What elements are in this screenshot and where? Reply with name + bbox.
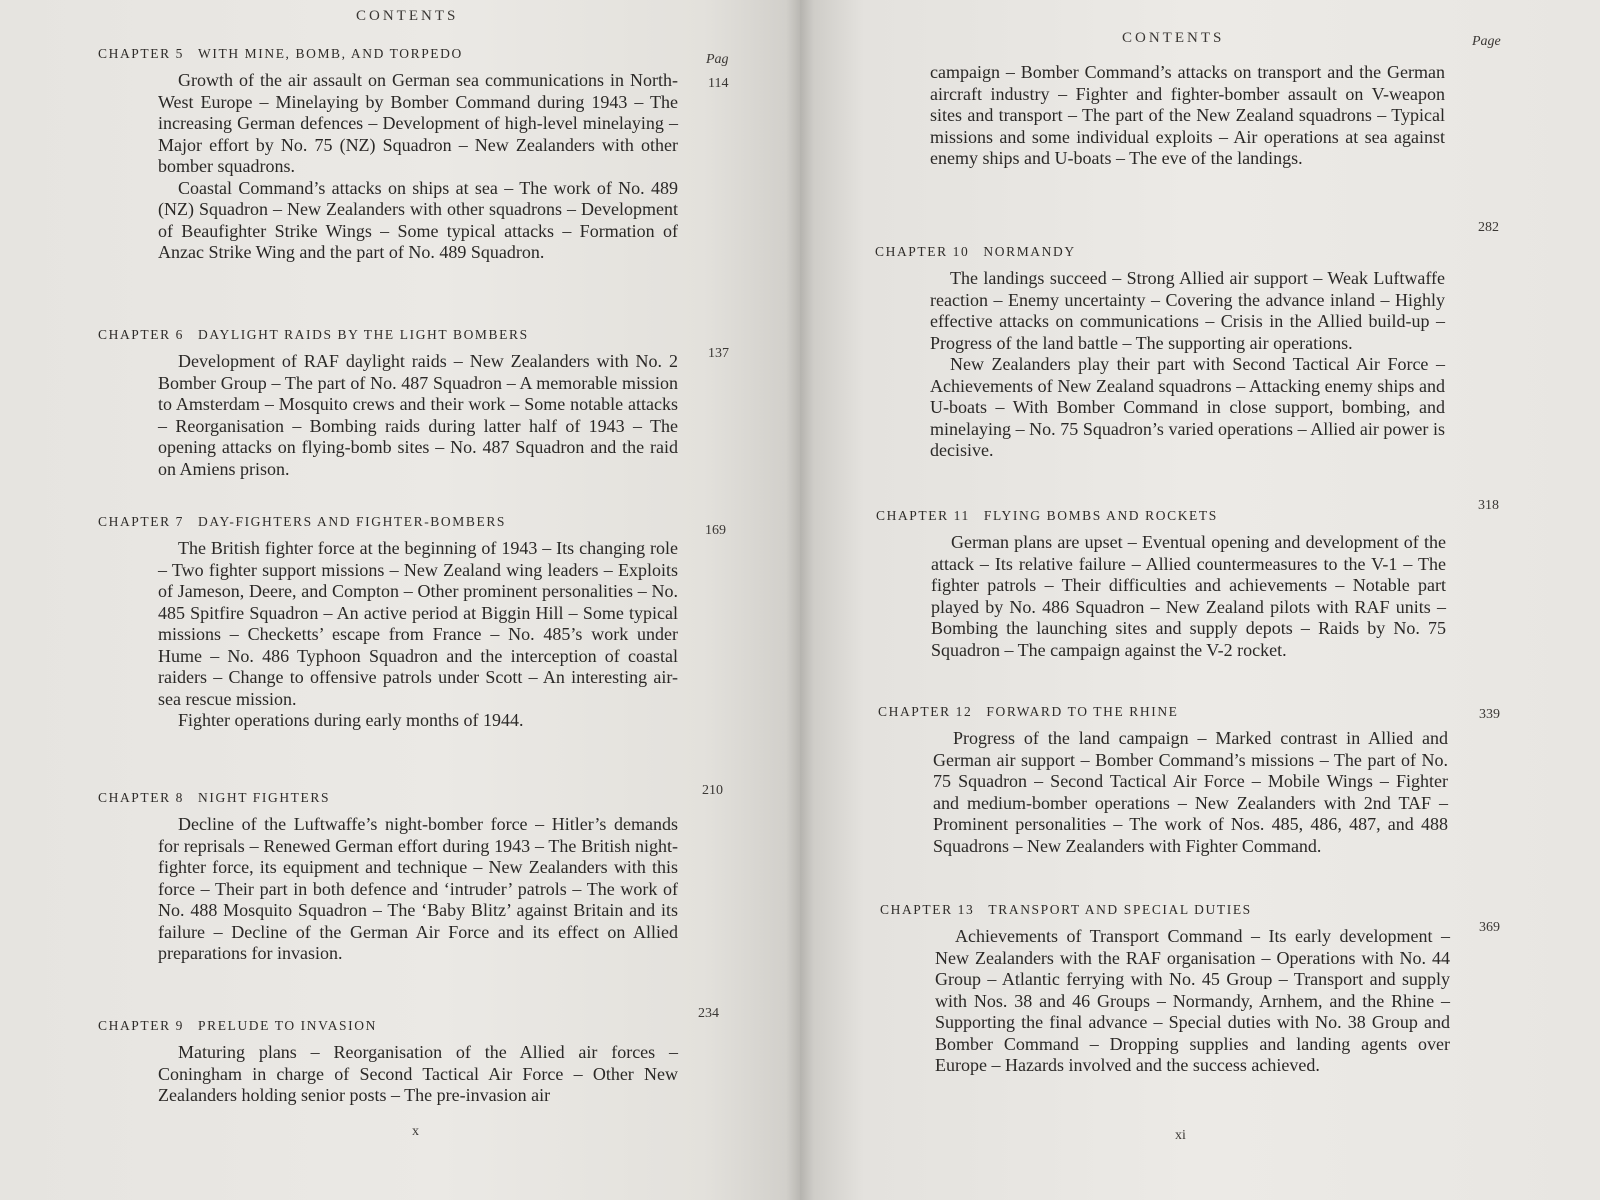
folio-right: xi — [1175, 1128, 1186, 1143]
chapter-summary — [98, 351, 678, 480]
chapter-13 — [880, 902, 1450, 1077]
chapter-title: TRANSPORT AND SPECIAL DUTIES — [988, 902, 1252, 917]
summary-paragraph: Fighter operations during early months of 1944. — [178, 710, 524, 730]
chapter-summary — [98, 1042, 678, 1107]
chapter-label: CHAPTER 12 — [878, 704, 973, 719]
chapter-11-page-number: 318 — [1478, 498, 1499, 513]
chapter-8 — [98, 790, 678, 965]
summary-paragraph: Achievements of Transport Command – Its early development – New Zealanders with the RAF organisation – Operations with No. 44 Group – Atlantic ferrying with No. 45 Group – Transport and supply with Nos. 38 and 46 Groups – Normandy, Arnhem, and the Rhine – Supporting the final advance – Special duties with No. 38 Group and Bomber Command – Dropping supplies and landing agents over Europe – Hazards involved and the success achieved. — [935, 926, 1450, 1075]
chapter-10-page-number: 282 — [1478, 220, 1499, 235]
chapter-9-page-number: 234 — [698, 1006, 719, 1021]
chapter-summary — [880, 926, 1450, 1077]
running-head: CONTENTS — [1122, 30, 1225, 46]
chapter-title: WITH MINE, BOMB, AND TORPEDO — [198, 46, 463, 61]
chapter-5 — [98, 46, 678, 264]
chapter-label: CHAPTER 10 — [875, 244, 970, 259]
summary-paragraph: Decline of the Luftwaffe’s night-bomber force – Hitler’s demands for reprisals – Renewed German effort during 1943 – The British night-fighter force, its equipment and technique – New Zealanders with this force – Their part in both defence and ‘intruder’ patrols – The work of No. 488 Mosquito Squadron – The ‘Baby Blitz’ against Britain and its failure – Decline of the German Air Force and its effect on Allied preparations for invasion. — [158, 814, 678, 963]
chapter-title: DAY-FIGHTERS AND FIGHTER-BOMBERS — [198, 514, 507, 529]
chapter-8-page-number: 210 — [702, 783, 723, 798]
chapter-summary — [98, 814, 678, 965]
summary-paragraph: Growth of the air assault on German sea communications in North-West Europe – Minelaying by Bomber Command during 1943 – The increasing German defences – Development of high-level minelaying – Major effort by No. 75 (NZ) Squadron – New Zealanders with other bomber squadrons. — [158, 70, 678, 176]
chapter-label: CHAPTER 13 — [880, 902, 975, 917]
chapter-10 — [875, 244, 1445, 462]
chapter-heading — [98, 46, 678, 62]
chapter-title: FORWARD TO THE RHINE — [986, 704, 1179, 719]
chapter-summary — [875, 268, 1445, 462]
page-column-label: Pag — [706, 52, 729, 67]
chapter-title: PRELUDE TO INVASION — [198, 1018, 377, 1033]
summary-paragraph: Maturing plans – Reorganisation of the Allied air forces – Coningham in charge of Second Tactical Air Force – Other New Zealanders holding senior posts – The pre-invasion air — [158, 1042, 678, 1105]
chapter-heading — [98, 1018, 678, 1034]
summary-paragraph: campaign – Bomber Command’s attacks on transport and the German aircraft industry – Fighter and fighter-bomber assault on V-weapon sites and transport – The part of the New Zealand squadrons – Typical missions and some individual exploits – Air operations at sea against enemy ships and U-boats – The eve of the landings. — [930, 62, 1445, 168]
chapter-7 — [98, 514, 678, 732]
chapter-label: CHAPTER 11 — [876, 508, 970, 523]
chapter-9-continuation — [930, 62, 1445, 170]
chapter-label: CHAPTER 9 — [98, 1018, 185, 1033]
summary-paragraph: Coastal Command’s attacks on ships at sea – The work of No. 489 (NZ) Squadron – New Zealanders with other squadrons – Development of Beaufighter Strike Wings – Some typical attacks – Formation of Anzac Strike Wing and the part of No. 489 Squadron. — [158, 177, 678, 262]
chapter-6 — [98, 327, 678, 480]
summary-paragraph: Development of RAF daylight raids – New Zealanders with No. 2 Bomber Group – The part of No. 487 Squadron – A memorable mission to Amsterdam – Mosquito crews and their work – Some notable attacks – Reorganisation – Bombing raids during latter half of 1943 – The opening attacks on flying-bomb sites – No. 487 Squadron and the raid on Amiens prison. — [158, 351, 678, 479]
chapter-label: CHAPTER 7 — [98, 514, 185, 529]
chapter-heading — [878, 704, 1448, 720]
chapter-label: CHAPTER 5 — [98, 46, 185, 61]
chapter-heading — [880, 902, 1450, 918]
chapter-label: CHAPTER 8 — [98, 790, 185, 805]
summary-paragraph: The landings succeed – Strong Allied air support – Weak Luftwaffe reaction – Enemy uncertainty – Covering the advance inland – Highly effective attacks on communications – Crisis in the Allied build-up – Progress of the land battle – The supporting air operations. — [930, 268, 1445, 353]
chapter-heading — [875, 244, 1445, 260]
chapter-heading — [98, 327, 678, 343]
summary-paragraph: New Zealanders play their part with Second Tactical Air Force – Achievements of New Zealand squadrons – Attacking enemy ships and U-boats – With Bomber Command in close support, bombing, and minelaying – No. 75 Squadron’s varied operations – Allied air power is decisive. — [930, 354, 1445, 460]
chapter-11 — [876, 508, 1446, 661]
chapter-title: NORMANDY — [983, 244, 1076, 259]
page-column-label: Page — [1472, 34, 1501, 49]
chapter-12 — [878, 704, 1448, 857]
chapter-title: FLYING BOMBS AND ROCKETS — [983, 508, 1218, 523]
right-page — [800, 0, 1600, 1200]
chapter-9 — [98, 1018, 678, 1107]
chapter-heading — [98, 514, 678, 530]
chapter-heading — [876, 508, 1446, 524]
running-head: CONTENTS — [356, 8, 459, 24]
chapter-summary — [98, 70, 678, 264]
chapter-title: DAYLIGHT RAIDS BY THE LIGHT BOMBERS — [198, 327, 529, 342]
summary-paragraph: Progress of the land campaign – Marked contrast in Allied and German air support – Bomber Command’s missions – The part of No. 75 Squadron – Second Tactical Air Force – Mobile Wings – Fighter and medium-bomber operations – New Zealanders with 2nd TAF – Prominent personalities – The work of Nos. 485, 486, 487, and 488 Squadrons – New Zealanders with Fighter Command. — [933, 728, 1448, 856]
chapter-6-page-number: 137 — [708, 346, 729, 361]
chapter-summary — [876, 532, 1446, 661]
summary-paragraph: German plans are upset – Eventual opening and development of the attack – Its relative failure – Allied countermeasures to the V-1 – The fighter patrols – Their difficulties and achievements – Notable part played by No. 486 Squadron – New Zealand pilots with RAF units – Bombing the launching sites and supply depots – Raids by No. 75 Squadron – The campaign against the V-2 rocket. — [931, 532, 1446, 660]
chapter-title: NIGHT FIGHTERS — [198, 790, 331, 805]
chapter-12-page-number: 339 — [1479, 707, 1500, 722]
folio-left: x — [412, 1124, 419, 1139]
chapter-5-page-number: 114 — [708, 76, 729, 91]
chapter-7-page-number: 169 — [705, 523, 726, 538]
chapter-summary — [98, 538, 678, 732]
summary-paragraph: The British fighter force at the beginning of 1943 – Its changing role – Two fighter support missions – New Zealand wing leaders – Exploits of Jameson, Deere, and Compton – Other prominent personalities – No. 485 Spitfire Squadron – An active period at Biggin Hill – Some typical missions – Checketts’ escape from France – No. 485’s work under Hume – No. 486 Typhoon Squadron and the interception of coastal raiders – Change to offensive patrols under Scott – An interesting air-sea rescue mission. — [158, 538, 678, 709]
chapter-heading — [98, 790, 678, 806]
chapter-13-page-number: 369 — [1479, 920, 1500, 935]
chapter-label: CHAPTER 6 — [98, 327, 185, 342]
chapter-summary — [878, 728, 1448, 857]
